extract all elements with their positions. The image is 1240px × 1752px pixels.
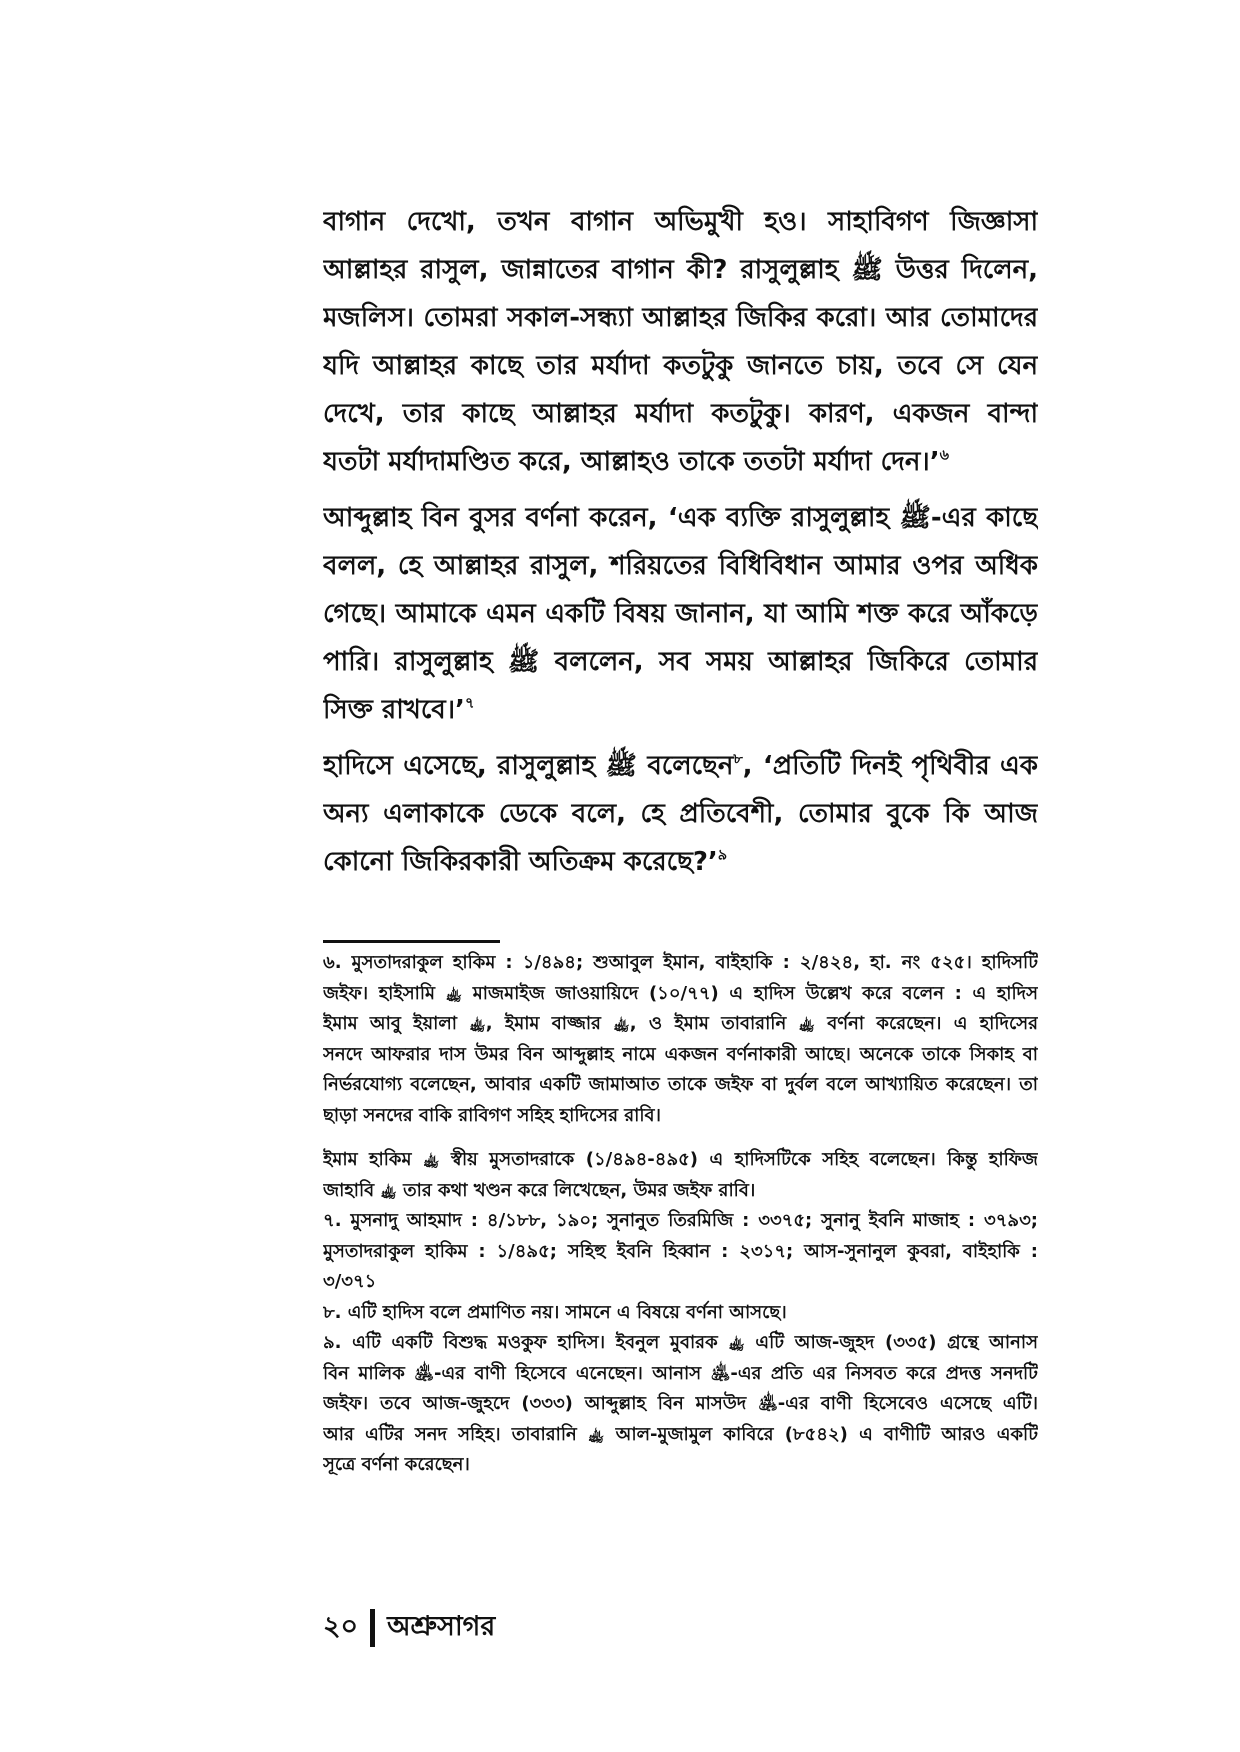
body-line: গেছে। আমাকে এমন একটি বিষয় জানান, যা আমি শক্ত করে আঁকড়ে	[323, 599, 1038, 629]
footnote-line: ইমাম হাকিম ﵀ স্বীয় মুসতাদরাকে (১/৪৯৪-৪৯৫) এ হাদিসটিকে সহিহ বলেছেন। কিন্তু হাফিজ	[323, 1149, 1038, 1170]
body-line: যদি আল্লাহর কাছে তার মর্যাদা কতটুকু জানতে চায়, তবে সে যেন	[323, 351, 1038, 381]
footnote-line: জাহাবি ﵀ তার কথা খণ্ডন করে লিখেছেন, উমর জইফ রাবি।	[323, 1179, 756, 1201]
body-line: মজলিস। তোমরা সকাল-সন্ধ্যা আল্লাহর জিকির করো। আর তোমাদের	[323, 303, 1038, 333]
body-line: আব্দুল্লাহ বিন বুসর বর্ণনা করেন, ‘এক ব্যক্তি রাসুলুল্লাহ ﷺ-এর কাছে	[323, 503, 1038, 533]
footnote-ref-8: ৮	[733, 751, 743, 768]
footnote-line: বিন মালিক ﵁-এর বাণী হিসেবে এনেছেন। আনাস ﵁-এর প্রতি এর নিসবত করে প্রদত্ত সনদটি	[323, 1362, 1038, 1384]
footnote-line: আর এটির সনদ সহিহ। তাবারানি ﵀ আল-মুজামুল কাবিরে (৮৫৪২) এ বাণীটি আরও একটি	[323, 1423, 1038, 1445]
footnote-line: সূত্রে বর্ণনা করেছেন।	[323, 1454, 470, 1475]
body-line-text: হাদিসে এসেছে, রাসুলুল্লাহ ﷺ বলেছেন	[323, 751, 734, 781]
footnote-6	[323, 948, 1038, 1131]
footer-separator	[370, 1609, 375, 1647]
paragraph-1	[323, 198, 1038, 486]
footnote-divider	[323, 940, 500, 943]
paragraph-3	[323, 742, 1038, 886]
body-line-text: কোনো জিকিরকারী অতিক্রম করেছে?’	[323, 847, 718, 877]
paragraph-2	[323, 494, 1038, 734]
footnote-line: জইফ। হাইসামি ﵀ মাজমাইজ জাওয়ায়িদে (১০/৭৭) এ হাদিস উল্লেখ করে বলেন : এ হাদিস	[323, 982, 1038, 1004]
footnote-line: জইফ। তবে আজ-জুহদে (৩৩৩) আব্দুল্লাহ বিন মাসউদ ﵁-এর বাণী হিসেবেও এসেছে এটি।	[323, 1393, 1038, 1414]
footnote-8	[323, 1298, 1038, 1329]
footnote-line: ইমাম আবু ইয়ালা ﵀, ইমাম বাজ্জার ﵀, ও ইমাম তাবারানি ﵀ বর্ণনা করেছেন। এ হাদিসের	[323, 1013, 1038, 1034]
footnote-line: মুসতাদরাকুল হাকিম : ১/৪৯৫; সহিহু ইবনি হিব্বান : ২৩১৭; আস-সুনানুল কুবরা, বাইহাকি :	[323, 1240, 1038, 1262]
footnote-line: ছাড়া সনদের বাকি রাবিগণ সহিহ হাদিসের রাবি।	[323, 1104, 661, 1126]
body-line: বলল, হে আল্লাহর রাসুল, শরিয়তের বিধিবিধান আমার ওপর অধিক	[323, 551, 1038, 581]
body-line-text: সিক্ত রাখবে।’	[323, 695, 465, 725]
body-line: আল্লাহর রাসুল, জান্নাতের বাগান কী? রাসুলুল্লাহ ﷺ উত্তর দিলেন,	[323, 255, 1038, 285]
footnote-ref-9: ৯	[717, 847, 728, 864]
body-line: দেখে, তার কাছে আল্লাহর মর্যাদা কতটুকু। কারণ, একজন বান্দা	[323, 399, 1038, 429]
body-line-last	[323, 686, 1038, 734]
footnote-6-continued	[323, 1145, 1038, 1206]
body-line-last	[323, 838, 1038, 886]
footnote-line: নির্ভরযোগ্য বলেছেন, আবার একটি জামাআত তাকে জইফ বা দুর্বল বলে আখ্যায়িত করেছেন। তা	[323, 1074, 1038, 1095]
footnote-line: ৮. এটি হাদিস বলে প্রমাণিত নয়। সামনে এ বিষয়ে বর্ণনা আসছে।	[323, 1301, 787, 1323]
body-line	[323, 742, 1038, 790]
footnote-ref-6: ৬	[939, 447, 949, 464]
footnote-line: ৭. মুসনাদু আহমাদ : ৪/১৮৮, ১৯০; সুনানুত তিরমিজি : ৩৩৭৫; সুনানু ইবনি মাজাহ : ৩৭৯৩;	[323, 1210, 1038, 1231]
body-line-last	[323, 438, 1038, 486]
page-footer	[323, 1608, 495, 1648]
running-title: অশ্রুসাগর	[387, 1610, 496, 1642]
footnote-7	[323, 1206, 1038, 1298]
footnote-line: ৬. মুসতাদরাকুল হাকিম : ১/৪৯৪; শুআবুল ইমান, বাইহাকি : ২/৪২৪, হা. নং ৫২৫। হাদিসটি	[323, 952, 1038, 973]
body-line: অন্য এলাকাকে ডেকে বলে, হে প্রতিবেশী, তোমার বুকে কি আজ	[323, 799, 1038, 829]
footnote-9	[323, 1328, 1038, 1481]
main-text	[323, 198, 1038, 894]
footnote-line: ৯. এটি একটি বিশুদ্ধ মওকুফ হাদিস। ইবনুল মুবারক ﵀ এটি আজ-জুহদ (৩৩৫) গ্রন্থে আনাস	[323, 1332, 1038, 1353]
footnotes	[323, 948, 1038, 1481]
body-line: বাগান দেখো, তখন বাগান অভিমুখী হও। সাহাবিগণ জিজ্ঞাসা	[323, 207, 1038, 237]
body-line: পারি। রাসুলুল্লাহ ﷺ বললেন, সব সময় আল্লাহর জিকিরে তোমার	[323, 647, 1038, 677]
footnote-ref-7: ৭	[464, 695, 475, 712]
footnote-line: ৩/৩৭১	[323, 1271, 377, 1292]
body-line-text: যতটা মর্যাদামণ্ডিত করে, আল্লাহও তাকে ততটা মর্যাদা দেন।’	[323, 447, 940, 477]
body-line-text: , ‘প্রতিটি দিনই পৃথিবীর এক	[742, 751, 1038, 781]
page-number: ২০	[323, 1610, 359, 1642]
footnote-line: সনদে আফরার দাস উমর বিন আব্দুল্লাহ নামে একজন বর্ণনাকারী আছে। অনেকে তাকে সিকাহ বা	[323, 1043, 1038, 1065]
